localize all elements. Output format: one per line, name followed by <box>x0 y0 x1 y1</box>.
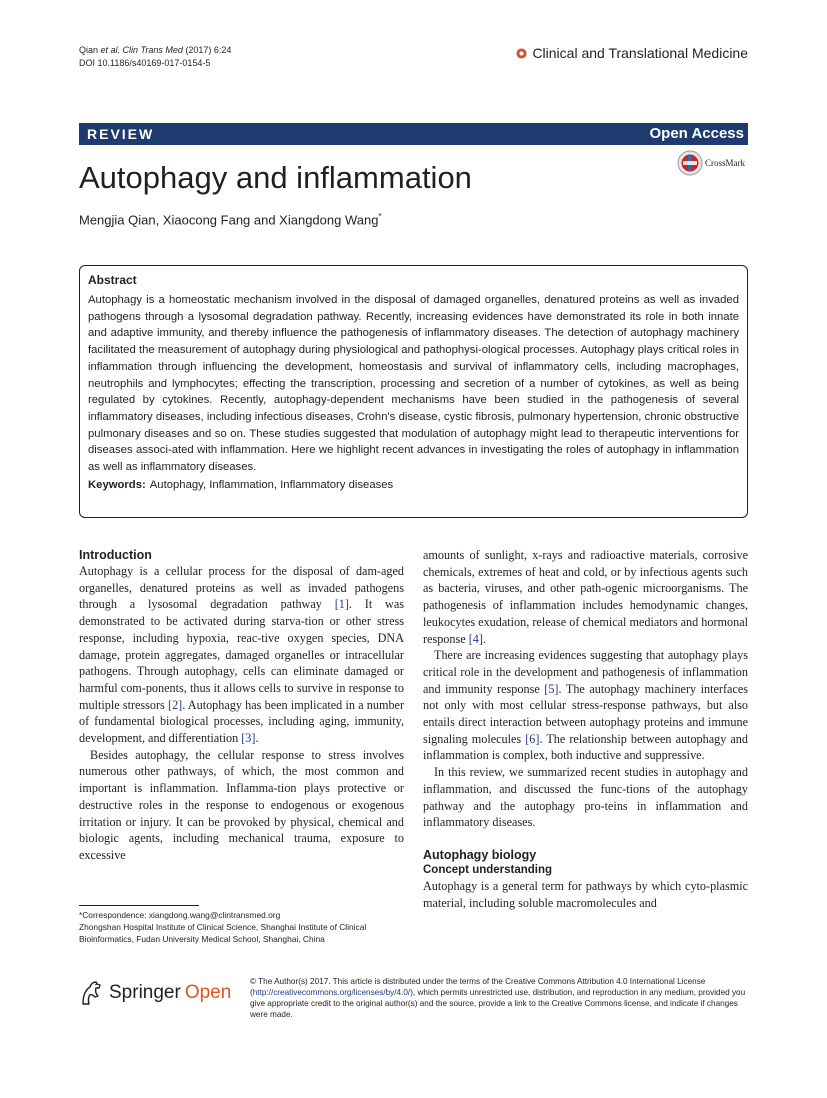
authors: Mengjia Qian, Xiaocong Fang and Xiangdong Wang <box>79 212 379 228</box>
paragraph-2: Besides autophagy, the cellular response to stress involves numerous other pathways, of which, the most common and important is inflammation. Inflamma-tion plays protective or destructive roles in the response to endogenous or exogenous irritation or injury. It can be provoked by physical, chemical and biologic agents, including mechanical trauma, exposure to excessive <box>79 747 404 862</box>
article-type: REVIEW <box>87 126 155 142</box>
license-text-b: ), which permits unrestricted use, distribution, and reproduction in any medium, provided you give appropriate credit to the original author(s) and the source, provide a link to the Creative Commons license, and indicate if changes were made. <box>250 988 746 1019</box>
affiliation: Zhongshan Hospital Institute of Clinical Science, Shanghai Institute of Clinical Bioinformatics, Fudan University Medical School, Shanghai, China <box>79 922 367 944</box>
ref-4-link[interactable]: [4] <box>468 631 483 646</box>
journal-logo-icon <box>516 48 527 59</box>
paragraph-3 <box>423 647 748 764</box>
citation-authors: Qian <box>79 45 101 55</box>
publisher-logo <box>79 980 231 1006</box>
springer-horse-icon <box>79 980 103 1006</box>
open-access-label: Open Access <box>649 125 744 142</box>
citation <box>79 44 231 57</box>
journal-name: Clinical and Translational Medicine <box>532 45 748 61</box>
introduction-heading: Introduction <box>79 548 152 562</box>
citation-journal: et al. Clin Trans Med <box>100 45 183 55</box>
p1-text-d: . <box>255 731 259 746</box>
ref-3-link[interactable]: [3] <box>241 731 256 746</box>
publisher-open: Open <box>184 982 232 1003</box>
license-link[interactable]: http://creativecommons.org/licenses/by/4.0/ <box>252 988 411 997</box>
paragraph-5: Autophagy is a general term for pathways by which cyto-plasmic material, including soluble macromolecules and <box>423 878 748 910</box>
p3-text-b: . The autophagy machinery interfaces not only with most cellular stress-response pathways, but also entails direct interaction between autophagy proteins and immune signaling molecules <box>423 681 749 746</box>
ref-2-link[interactable]: [2] <box>168 697 183 712</box>
ref-5-link[interactable]: [5] <box>544 681 559 696</box>
p1-text-a: Autophagy is a cellular process for the disposal of dam-aged organelles, denatured proteins as well as invaded pathogens through a lysosomal degradation pathway <box>79 564 404 612</box>
footnote-rule <box>79 905 199 906</box>
abstract-text: Autophagy is a homeostatic mechanism involved in the disposal of damaged organelles, denatured proteins as well as invaded pathogens through a lysosomal degradation pathway. Recently, increasing evidences have demonstrated its role in both innate and adaptive immunity, and thereby influence the pathogenesis of inflammatory diseases. The detection of autophagy machinery facilitated the measurement of autophagy during physiological and pathophysi-ological processes. Autophagy plays critical roles in inflammation through influencing the development, homeostasis and survival of inflammatory cells, including macrophages, neutrophils and lymphocytes; effecting the transcription, processing and secretion of a number of cytokines, as well as being regulated by cytokines. Recently, autophagy-dependent mechanisms have been studied in the pathogenesis of several inflammatory diseases, including infectious diseases, Crohn's disease, cystic fibrosis, pulmonary hypertension, chronic obstructive pulmonary diseases and so on. These studies suggested that modulation of autophagy might lead to therapeutic interventions for diseases associ-ated with inflammation. Here we highlight recent advances in investigating the roles of autophagy in inflammation as well as inflammatory diseases. <box>88 294 739 474</box>
correspondence: *Correspondence: xiangdong.wang@clintransmed.org <box>79 910 281 920</box>
p2-cont-text-a: amounts of sunlight, x-rays and radioactive materials, corrosive chemicals, extremes of heat and cold, or by infectious agents such as bacteria, viruses, and other path-ogenic microorganisms. The pathogenesis of inflammation includes hemodynamic changes, leukocytes exudation, release of chemical mediators and hormonal response <box>423 548 748 646</box>
corresponding-mark: * <box>378 212 382 221</box>
p3-text-a: There are increasing evidences suggesting that autophagy plays critical role in the development and pathogenesis of inflammation and immunity response <box>423 648 748 696</box>
right-column <box>423 547 748 911</box>
author-list <box>79 212 382 227</box>
crossmark-icon <box>677 150 703 176</box>
paragraph-1 <box>79 563 404 747</box>
keywords-label: Keywords: <box>88 478 146 491</box>
paragraph-4: In this review, we summarized recent studies in autophagy and inflammation, and discussed the func-tions of the autophagy pathway and the autophagy pro-teins in inflammation and inflammatory diseases. <box>423 765 748 830</box>
concept-understanding-heading: Concept understanding <box>423 863 553 876</box>
crossmark-label: CrossMark <box>705 158 745 168</box>
ref-1-link[interactable]: [1] <box>334 597 349 612</box>
p1-text-b: . It was demonstrated to be activated during starva-tion or other stress response, including hypoxia, reac-tive oxygen species, DNA damage, protein aggregates, damaged organelles or intracellular pathogens. Through autophagy, cells can eliminate damaged or harmful com-ponents, thus it allows cells to survive in response to multiple stressors <box>79 597 404 712</box>
left-column <box>79 547 404 864</box>
keywords-list: Autophagy, Inflammation, Inflammatory diseases <box>149 478 394 491</box>
running-header <box>79 44 231 70</box>
citation-year: (2017) 6:24 <box>182 45 232 55</box>
license-text <box>250 976 750 1020</box>
autophagy-biology-heading: Autophagy biology <box>423 847 537 862</box>
abstract-heading: Abstract <box>88 273 137 287</box>
article-type-banner <box>79 123 748 145</box>
abstract-box <box>79 265 748 518</box>
p1-text-c: . Autophagy has been implicated in a number of fundamental biological processes, including aging, immunity, development, and differentiation <box>79 697 404 746</box>
p3-text-c: . The relationship between autophagy and inflammation is complex, both inductive and suppressive. <box>423 731 748 763</box>
doi[interactable]: DOI 10.1186/s40169-017-0154-5 <box>79 58 211 68</box>
keywords <box>88 477 739 494</box>
ref-6-link[interactable]: [6] <box>525 731 540 746</box>
journal-brand <box>516 45 748 61</box>
article-title: Autophagy and inflammation <box>79 160 472 195</box>
paragraph-2-continued <box>423 547 748 647</box>
crossmark-badge[interactable] <box>677 150 745 176</box>
publisher-name: Springer <box>109 982 181 1003</box>
footnote <box>79 909 409 945</box>
p2-cont-text-b: . <box>482 631 486 646</box>
license-text-a: © The Author(s) 2017. This article is distributed under the terms of the Creative Commons Attribution 4.0 International License ( <box>250 977 706 997</box>
